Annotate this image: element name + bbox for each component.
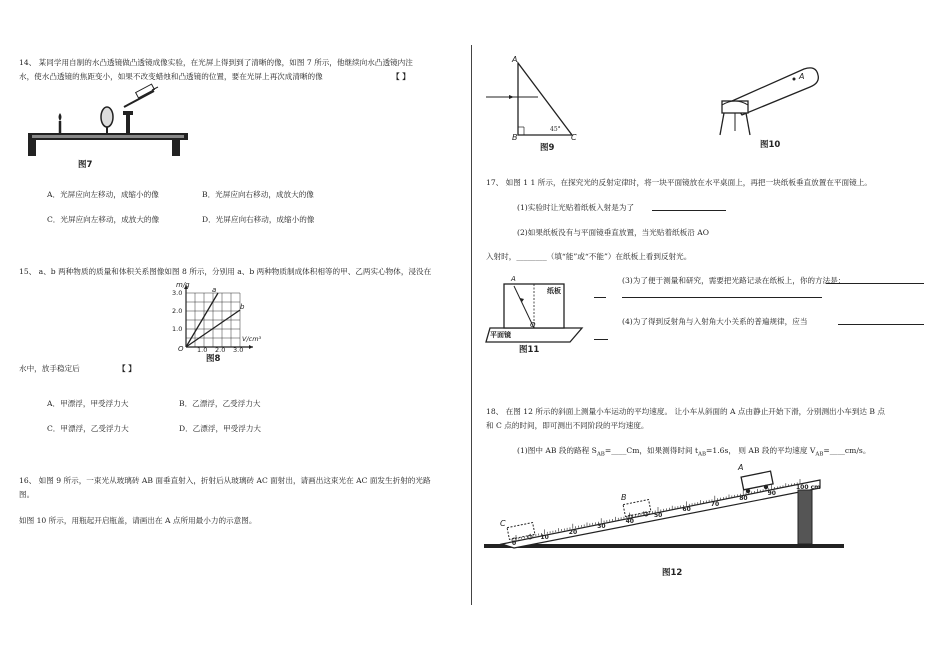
q18-line1: 18、 在图 12 所示的斜面上测量小车运动的平均速度。 让小车从斜面的 A 点由静止开始下滑，分别测出小车到达 B 点: [486, 407, 886, 416]
q14-option-b: B．光屏应向右移动，成放大的像: [202, 190, 314, 199]
figure-8-xtick-1: 1.0: [197, 346, 208, 354]
figure-9-label: 图9: [540, 143, 555, 153]
figure-11-label: 图11: [519, 345, 540, 355]
q17-part3-blank-2a[interactable]: [594, 297, 606, 298]
q14-bracket: 【 】: [392, 72, 410, 81]
svg-text:45°: 45°: [550, 126, 561, 133]
figure-8-ylabel: m/g: [176, 281, 190, 289]
q17-part2b: 入射时，________（填“能”或“不能”）在纸板上看到反射光。: [486, 252, 692, 261]
q18-part1-sub-1: AB: [596, 451, 605, 458]
q14-option-c: C．光屏应向左移动，成放大的像: [47, 215, 160, 224]
figure-8-ytick-1: 1.0: [172, 325, 183, 333]
figure-9-point-a: A: [512, 55, 518, 64]
figure-12-point-b: B: [621, 493, 627, 502]
q15-option-c: C．甲漂浮，乙受浮力大: [47, 424, 129, 433]
ruler-tick-label: 100 cm: [796, 484, 821, 491]
q17-part1: (1)实验时让光贴着纸板入射是为了: [517, 203, 635, 212]
q17-part1-blank[interactable]: [652, 210, 726, 211]
q18-line2: 和 C 点的时间，即可测出不同阶段的平均速度。: [486, 421, 649, 430]
figure-10-point-a: A: [799, 72, 805, 81]
figure-8-origin: O: [178, 345, 184, 353]
ruler-tick-label: 0: [512, 540, 517, 547]
figure-11-point-o: O: [530, 321, 536, 329]
q18-part1-sub-3: AB: [815, 451, 824, 458]
q14-line2: 水，使水凸透镜的焦距变小，如果不改变蜡烛和凸透镜的位置，要在光屏上再次成清晰的像: [19, 72, 323, 81]
q17-part4-blank-2[interactable]: [594, 339, 608, 340]
figure-8-ytick-3: 3.0: [172, 289, 183, 297]
q15-option-a: A．甲漂浮，甲受浮力大: [47, 399, 129, 408]
q14-option-d: D．光屏应向右移动，成缩小的像: [202, 215, 315, 224]
ruler-tick-label: 90: [767, 489, 776, 497]
q16-line2: 图。: [19, 490, 35, 499]
column-divider: [471, 45, 472, 605]
q15-bracket: 【 】: [118, 364, 136, 373]
q18-part1-d: =____cm/s。: [823, 446, 871, 455]
figure-12-point-c: C: [500, 519, 506, 528]
figure-8-xlabel: V/cm³: [242, 335, 262, 343]
figure-8-xtick-3: 3.0: [233, 346, 244, 354]
q15-option-b: B．乙漂浮，乙受浮力大: [179, 399, 261, 408]
q14-option-a: A．光屏应向左移动，成缩小的像: [47, 190, 159, 199]
figure-8-label: 图8: [206, 354, 221, 364]
figure-11-board-label: 纸板: [547, 287, 561, 295]
figure-7-optical-bench: [26, 85, 216, 170]
figure-11-mirror-label: 平面镜: [490, 331, 511, 339]
q17-part3: (3)为了便于测量和研究，需要把光路记录在纸板上，你的方法是：: [622, 276, 846, 285]
q17-part4: (4)为了得到反射角与入射角大小关系的普遍规律，应当: [622, 317, 808, 326]
ruler-tick-label: 50: [654, 512, 663, 519]
q18-part1-c: =1.6s， 则 AB 段的平均速度 V: [706, 446, 816, 455]
ruler-tick-label: 20: [568, 528, 578, 536]
q17-line1: 17、 如图 1 1 所示，在探究光的反射定律时，将一块平面镜放在水平桌面上，再把一块纸板垂直放置在平面镜上。: [486, 178, 872, 187]
q18-part1-b: =____Cm，如果测得时间 t: [604, 446, 699, 455]
ruler-tick-label: 70: [710, 500, 720, 508]
ruler-tick-label: 30: [597, 523, 606, 531]
q17-part2: (2)如果纸板没有与平面镜垂直放置，当光贴着纸板沿 AO: [517, 228, 709, 237]
figure-8-ytick-2: 2.0: [172, 307, 183, 315]
ruler-tick-label: 10: [540, 534, 549, 542]
q17-part3-blank-1[interactable]: [826, 283, 924, 284]
q15-line2: 水中，放手稳定后: [19, 364, 80, 373]
figure-8-xtick-2: 2.0: [215, 346, 226, 354]
q17-part3-blank-2[interactable]: [622, 297, 822, 298]
figure-9-point-c: C: [571, 133, 577, 142]
q18-part1: [517, 445, 870, 461]
ruler-tick-label: 40: [625, 517, 634, 525]
figure-9-glass-prism: [484, 55, 594, 150]
q16-line3: 如图 10 所示，用瓶起开启瓶盖，请画出在 A 点所用最小力的示意图。: [19, 516, 257, 525]
q15-option-d: D．乙漂浮，甲受浮力大: [179, 424, 262, 433]
figure-8-line-b-label: b: [240, 303, 245, 311]
figure-8-line-a-label: a: [212, 286, 217, 294]
q14-line1: 14、 某同学用自制的水凸透镜做凸透镜成像实验，在光屏上得到到了清晰的像，如图 7 所示，他继续向水凸透镜内注: [19, 58, 413, 67]
figure-11-point-a: A: [511, 275, 516, 283]
figure-10-label: 图10: [760, 140, 781, 150]
ruler-tick-label: 60: [682, 506, 691, 514]
q18-part1-a: (1)图中 AB 段的路程 S: [517, 446, 597, 455]
figure-12-incline: [484, 462, 844, 562]
figure-12-point-a: A: [738, 463, 744, 472]
q16-line1: 16、 如图 9 所示，一束光从玻璃砖 AB 面垂直射入，折射后从玻璃砖 AC 面射出，请画出这束光在 AC 面发生折射的光路: [19, 476, 431, 485]
q15-line1: 15、 a、b 两种物质的质量和体积关系图像如图 8 所示，分别用 a、b 两种物质制成体积相等的甲、乙两实心物体，浸没在: [19, 267, 432, 276]
ruler-tick-label: 80: [739, 495, 748, 503]
q17-part4-blank-1[interactable]: [838, 324, 924, 325]
figure-12-label: 图12: [662, 568, 683, 578]
figure-9-point-b: B: [512, 133, 518, 142]
figure-10-bottle-opener: [712, 55, 822, 145]
figure-7-label: 图7: [78, 160, 93, 170]
q18-part1-sub-2: AB: [698, 451, 707, 458]
